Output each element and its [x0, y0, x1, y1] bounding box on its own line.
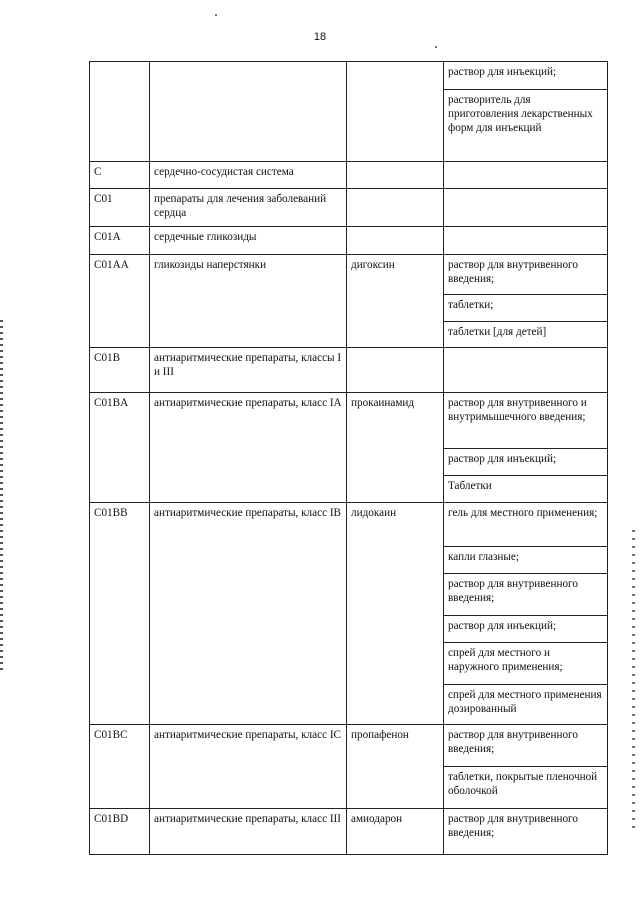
drug-name-cell: дигоксин: [347, 255, 444, 348]
table-row: [90, 62, 608, 90]
table-row: [90, 189, 608, 227]
dosage-form-cell: [444, 162, 608, 189]
dosage-form-cell: [444, 189, 608, 227]
group-name-cell: сердечные гликозиды: [150, 227, 347, 255]
drug-name-cell: [347, 348, 444, 393]
page-number: 18: [313, 31, 327, 43]
group-name-cell: антиаритмические препараты, класс IC: [150, 725, 347, 809]
dosage-form-cell: [444, 348, 608, 393]
dosage-form-cell: Таблетки: [444, 476, 608, 503]
atc-code-cell: [90, 62, 150, 162]
dosage-form-cell: спрей для местного применения дозированный: [444, 685, 608, 725]
atc-table: [89, 61, 608, 855]
group-name-cell: сердечно-сосудистая система: [150, 162, 347, 189]
table-row: [90, 725, 608, 767]
dosage-form-cell: гель для местного применения;: [444, 503, 608, 547]
table-row: [90, 162, 608, 189]
atc-code-cell: C: [90, 162, 150, 189]
table-row: [90, 393, 608, 449]
atc-code-cell: C01BC: [90, 725, 150, 809]
table-row: [90, 503, 608, 547]
group-name-cell: [150, 62, 347, 162]
scan-dot: [215, 14, 217, 16]
dosage-form-cell: раствор для внутривенного и внутримышечного введения;: [444, 393, 608, 449]
dosage-form-cell: спрей для местного и наружного применения;: [444, 643, 608, 685]
atc-code-cell: C01AA: [90, 255, 150, 348]
group-name-cell: антиаритмические препараты, класс IA: [150, 393, 347, 503]
dosage-form-cell: таблетки [для детей]: [444, 322, 608, 348]
scan-edge-mark: [632, 530, 635, 830]
scan-edge-mark: [0, 320, 3, 670]
drug-name-cell: [347, 162, 444, 189]
drug-name-cell: [347, 189, 444, 227]
scan-dot: [435, 46, 437, 48]
table-row: [90, 227, 608, 255]
dosage-form-cell: раствор для внутривенного введения;: [444, 574, 608, 616]
dosage-form-cell: таблетки;: [444, 295, 608, 322]
atc-code-cell: C01BA: [90, 393, 150, 503]
dosage-form-cell: таблетки, покрытые пленочной оболочкой: [444, 767, 608, 809]
atc-code-cell: C01BD: [90, 809, 150, 855]
drug-name-cell: [347, 62, 444, 162]
drug-name-cell: амиодарон: [347, 809, 444, 855]
drug-name-cell: лидокаин: [347, 503, 444, 725]
dosage-form-cell: раствор для внутривенного введения;: [444, 809, 608, 855]
dosage-form-cell: раствор для инъекций;: [444, 449, 608, 476]
table-row: [90, 348, 608, 393]
group-name-cell: антиаритмические препараты, класс III: [150, 809, 347, 855]
drug-name-cell: пропафенон: [347, 725, 444, 809]
atc-code-cell: C01B: [90, 348, 150, 393]
table-row: [90, 809, 608, 855]
atc-code-cell: C01: [90, 189, 150, 227]
dosage-form-cell: капли глазные;: [444, 547, 608, 574]
group-name-cell: препараты для лечения заболеваний сердца: [150, 189, 347, 227]
drug-name-cell: [347, 227, 444, 255]
dosage-form-cell: раствор для инъекций;: [444, 616, 608, 643]
drug-name-cell: прокаинамид: [347, 393, 444, 503]
dosage-form-cell: раствор для внутривенного введения;: [444, 725, 608, 767]
group-name-cell: антиаритмические препараты, класс IB: [150, 503, 347, 725]
group-name-cell: гликозиды наперстянки: [150, 255, 347, 348]
atc-code-cell: C01BB: [90, 503, 150, 725]
dosage-form-cell: раствор для внутривенного введения;: [444, 255, 608, 295]
dosage-form-cell: [444, 227, 608, 255]
atc-code-cell: C01A: [90, 227, 150, 255]
table-row: [90, 255, 608, 295]
atc-table-body: [90, 62, 608, 855]
dosage-form-cell: раствор для инъекций;: [444, 62, 608, 90]
dosage-form-cell: растворитель для приготовления лекарственных форм для инъекций: [444, 90, 608, 162]
group-name-cell: антиаритмические препараты, классы I и III: [150, 348, 347, 393]
